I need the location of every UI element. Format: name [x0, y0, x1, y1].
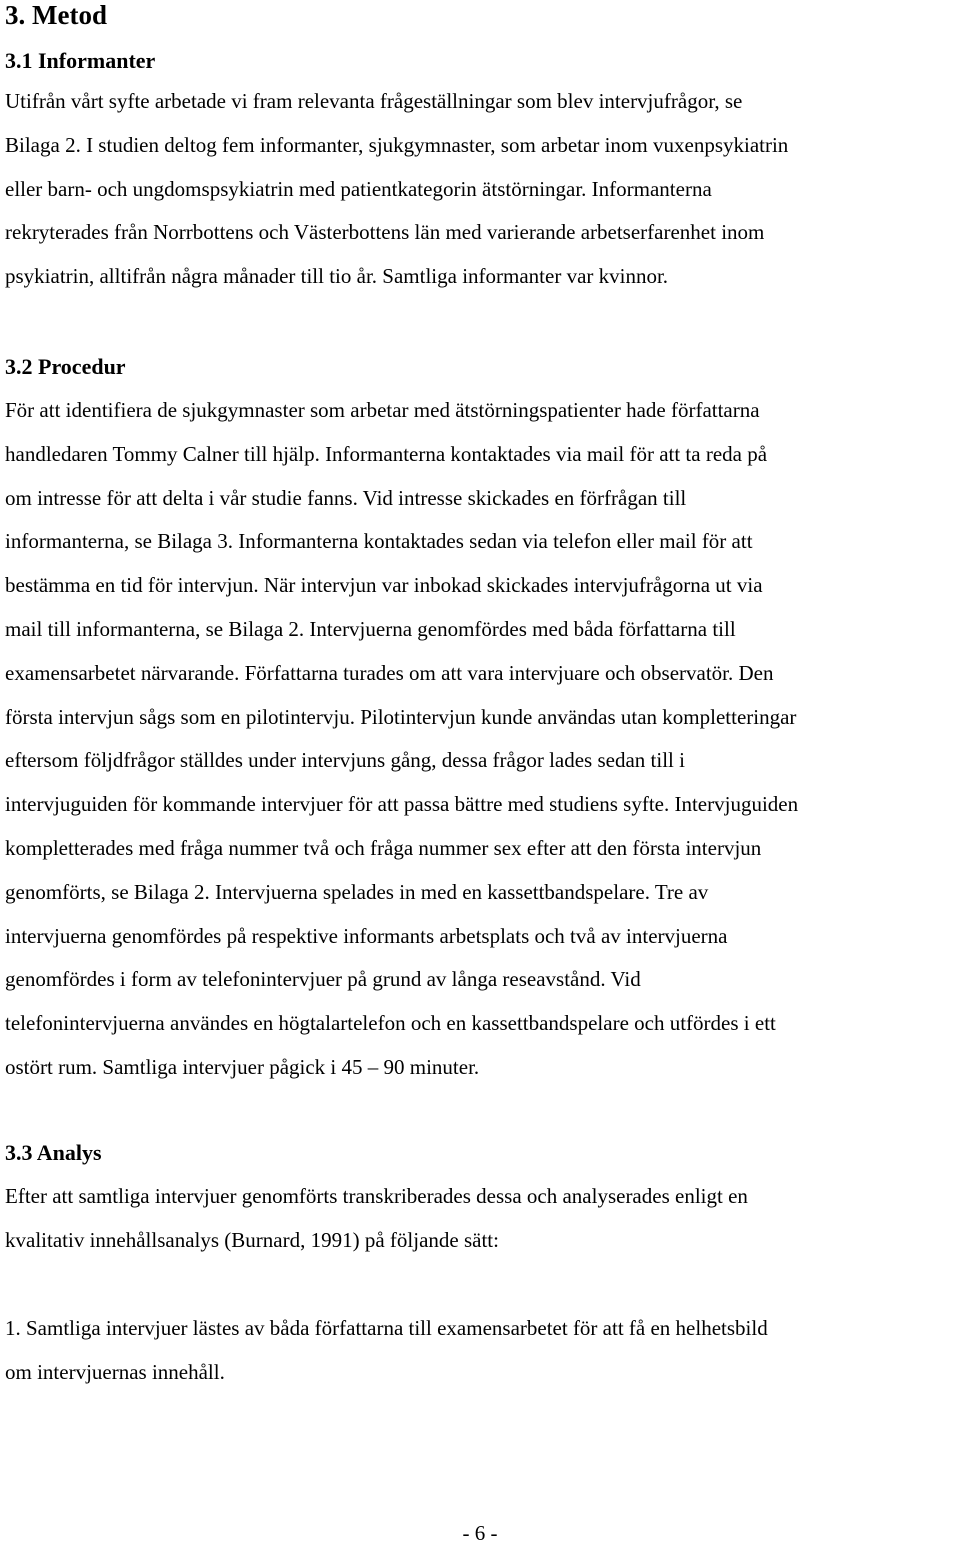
section-body-informanter [5, 80, 955, 299]
section-body-analys [5, 1175, 955, 1263]
section-title-analys: 3.3 Analys [5, 1140, 102, 1165]
text-line: eller barn- och ungdomspsykiatrin med patientkategorin ätstörningar. Informanterna [5, 176, 712, 201]
text-line: genomförts, se Bilaga 2. Intervjuerna spelades in med en kassettbandspelare. Tre av [5, 879, 709, 904]
text-line: examensarbetet närvarande. Författarna turades om att vara intervjuare och observatör. Den [5, 660, 774, 685]
text-line: mail till informanterna, se Bilaga 2. Intervjuerna genomfördes med båda författarna till [5, 616, 736, 641]
document-page [5, 0, 955, 1543]
text-line: 1. Samtliga intervjuer lästes av båda författarna till examensarbetet för att få en helhetsbild [5, 1316, 768, 1340]
section-body-procedur [5, 389, 955, 1090]
text-line: kvalitativ innehållsanalys (Burnard, 1991) på följande sätt: [5, 1227, 499, 1252]
section-title-informanter: 3.1 Informanter [5, 48, 156, 73]
text-line: eftersom följdfrågor ställdes under intervjuns gång, dessa frågor lades sedan till i [5, 748, 685, 773]
text-line: Efter att samtliga intervjuer genomförts transkriberades dessa och analyserades enligt en [5, 1184, 748, 1208]
text-line: För att identifiera de sjukgymnaster som arbetar med ätstörningspatienter hade författarna [5, 398, 760, 422]
text-line: om intervjuernas innehåll. [5, 1359, 225, 1384]
text-line: första intervjun sågs som en pilotintervju. Pilotintervjun kunde användas utan kompletteringar [5, 704, 797, 729]
text-line: telefonintervjuerna användes en högtalartelefon och en kassettbandspelare och utfördes i ett [5, 1011, 776, 1036]
text-line: ostört rum. Samtliga intervjuer pågick i 45 – 90 minuter. [5, 1054, 480, 1079]
chapter-heading: 3. Metod [5, 0, 107, 30]
page-number: - 6 - [462, 1521, 498, 1545]
section-title-procedur: 3.2 Procedur [5, 354, 126, 379]
text-line: psykiatrin, alltifrån några månader till tio år. Samtliga informanter var kvinnor. [5, 264, 669, 289]
text-line: om intresse för att delta i vår studie fanns. Vid intresse skickades en förfrågan till [5, 485, 687, 510]
text-line: handledaren Tommy Calner till hjälp. Informanterna kontaktades via mail för att ta reda på [5, 441, 768, 466]
text-line: kompletterades med fråga nummer två och fråga nummer sex efter att den första intervjun [5, 835, 762, 860]
text-line: Utifrån vårt syfte arbetade vi fram relevanta frågeställningar som blev intervjufrågor, se [5, 89, 743, 113]
list-item [5, 1307, 955, 1395]
text-line: informanterna, se Bilaga 3. Informanterna kontaktades sedan via telefon eller mail för att [5, 529, 753, 554]
text-line: Bilaga 2. I studien deltog fem informanter, sjukgymnaster, som arbetar inom vuxenpsykiatrin [5, 132, 789, 157]
text-line: intervjuguiden för kommande intervjuer för att passa bättre med studiens syfte. Intervjuguiden [5, 792, 799, 817]
text-line: bestämma en tid för intervjun. När intervjun var inbokad skickades intervjufrågorna ut via [5, 573, 763, 598]
text-line: intervjuerna genomfördes på respektive informants arbetsplats och två av intervjuerna [5, 923, 728, 948]
text-line: rekryterades från Norrbottens och Västerbottens län med varierande arbetserfarenhet inom [5, 220, 765, 245]
text-line: genomfördes i form av telefonintervjuer på grund av långa reseavstånd. Vid [5, 967, 641, 992]
